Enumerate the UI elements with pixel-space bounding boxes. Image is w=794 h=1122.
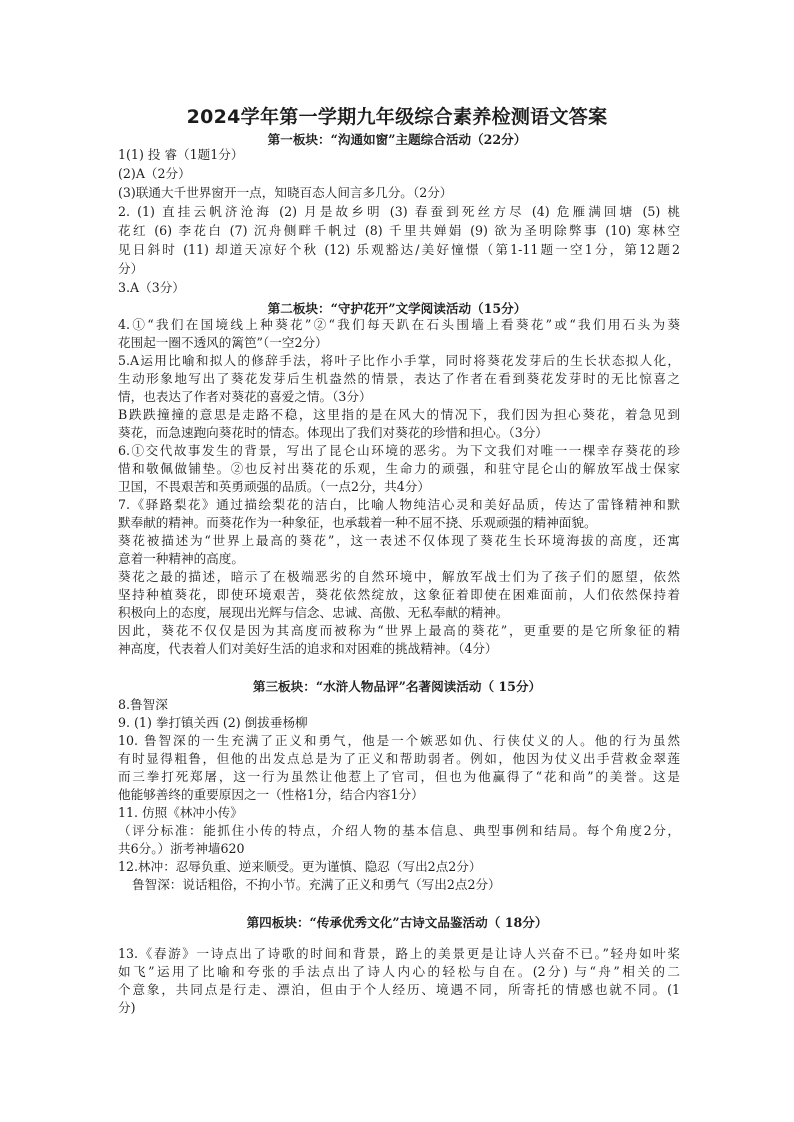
answer-line: 10. 鲁智深的一生充满了正义和勇气，他是一个嫉恶如仇、行侠仗义的人。他的行为虽然 — [118, 733, 680, 748]
answer-line: 9. (1) 拳打镇关西 (2) 倒拔垂杨柳 — [118, 715, 308, 730]
answer-line: 3.A（3分） — [118, 280, 185, 295]
answer-line: 积极向上的态度，展现出光辉与信念、忠诚、高傲、无私奉献的精神。 — [118, 605, 509, 620]
answer-line: 而三拳打死郑屠，这一行为虽然让他惹上了官司，但也为他赢得了“花和尚”的美誉。这是 — [118, 769, 680, 784]
answer-line: 分) — [118, 1000, 136, 1015]
answer-line: 因此，葵花不仅仅是因为其高度而被称为“世界上最高的葵花”，更重要的是它所象征的精 — [118, 623, 680, 638]
answer-line: 生动形象地写出了葵花发芽后生机盎然的情景，表达了作者在看到葵花发芽时的无比惊喜之 — [118, 371, 680, 386]
answer-line: 共6分。）浙考神墙620 — [118, 841, 245, 856]
answer-line: 个意象，共同点是行走、漂泊，但由于个人经历、境遇不同，所寄托的情感也就不同。(1 — [118, 982, 680, 997]
answer-line: 8.鲁智深 — [118, 697, 168, 712]
answer-line: 1(1) 投 睿（1题1分） — [118, 147, 244, 162]
answer-line: 5.A运用比喻和拟人的修辞手法，将叶子比作小手掌，同时将葵花发芽后的生长状态拟人化， — [118, 353, 680, 368]
answer-line: （评分标准：能抓住小传的特点，介绍人物的基本信息、典型事例和结局。每个角度2分， — [118, 823, 680, 838]
answer-line: 卫国，不畏艰苦和英勇顽强的品质。（一点2分，共4分） — [118, 479, 430, 494]
answer-line: 见日斜时 (11) 却道天凉好个秋 (12) 乐观豁达/美好憧憬（第1-11题一空1分，第12题2 — [118, 242, 680, 257]
answer-line: B跌跌撞撞的意思是走路不稳，这里指的是在风大的情况下，我们因为担心葵花，着急见到 — [118, 407, 680, 422]
answer-line: 葵花之最的描述，暗示了在极端恶劣的自然环境中，解放军战士们为了孩子们的愿望，依然 — [118, 569, 680, 584]
answer-line: 13.《春游》一诗点出了诗歌的时间和背景，路上的美景更是让诗人兴奋不已。”轻舟如叶桨 — [118, 946, 680, 961]
answer-line: 6.①交代故事发生的背景，写出了昆仑山环境的恶劣。为下文我们对唯一一棵幸存葵花的珍 — [118, 443, 680, 458]
answer-line: 如飞”运用了比喻和夸张的手法点出了诗人内心的轻松与自在。(2分) 与“舟”相关的二 — [118, 964, 680, 979]
answer-line: 花围起一圈不透风的篱笆”（一空2分） — [118, 335, 328, 350]
answer-line: 11. 仿照《林冲小传》 — [118, 805, 243, 820]
answer-line: 葵花，而急速跑向葵花时的情态。体现出了我们对葵花的珍惜和担心。（3分） — [118, 425, 548, 440]
answer-line: 有时显得粗鲁，但他的出发点总是为了正义和帮助弱者。例如，他因为仗义出手营救金翠莲 — [118, 751, 680, 766]
section-heading-2: 第二板块：“守护花开”文学阅读活动（15分） — [267, 301, 527, 316]
answer-line: (2)A（2分） — [118, 166, 191, 181]
section-heading-3: 第三板块：“水浒人物品评”名著阅读活动（ 15分） — [252, 679, 542, 694]
answer-line: (3)联通大千世界窗开一点，知晓百态人间言多几分。（2分） — [118, 185, 453, 200]
answer-line: 神高度，代表着人们对美好生活的追求和对困难的挑战精神。（4分） — [118, 641, 498, 656]
answer-line: 他能够善终的重要原因之一（性格1分，结合内容1分） — [118, 787, 424, 802]
answer-line: 2. (1) 直挂云帆济沧海 (2) 月是故乡明 (3) 春蚕到死丝方尽 (4) 危雁满回塘 (5) 桃 — [118, 204, 680, 219]
answer-line: 情，也表达了作者对葵花的喜爱之情。（3分） — [118, 389, 372, 404]
answer-line: 7.《驿路梨花》通过描绘梨花的洁白，比喻人物纯洁心灵和美好品质，传达了雷锋精神和默 — [118, 497, 680, 512]
section-heading-4: 第四板块：“传承优秀文化”古诗文品鉴活动（ 18分） — [246, 915, 548, 930]
answer-line: 4.①“我们在国境线上种葵花”②“我们每天趴在石头围墙上看葵花”或“我们用石头为葵 — [118, 317, 680, 332]
answer-line: 坚持种植葵花，即使环境艰苦，葵花依然绽放，这象征着即使在困难面前，人们依然保持着 — [118, 587, 680, 602]
answer-line: 花红 (6) 李花白 (7) 沉舟侧畔千帆过 (8) 千里共婵娟 (9) 欲为圣明除弊事 (10) 寒林空 — [118, 223, 680, 238]
answer-line: 惜和敬佩做铺垫。②也反衬出葵花的乐观，生命力的顽强，和驻守昆仑山的解放军战士保家 — [118, 461, 680, 476]
section-heading-1: 第一板块：“沟通如窗”主题综合活动（22分） — [267, 132, 527, 147]
page-title: 2024学年第一学期九年级综合素养检测语文答案 — [186, 106, 608, 128]
answer-line: 意着一种精神的高度。 — [118, 551, 244, 566]
answer-line: 分） — [118, 261, 144, 276]
answer-line: 默奉献的精神。而葵花作为一种象征，也承载着一种不屈不挠、乐观顽强的精神面貌。 — [118, 515, 597, 530]
answer-line: 12.林冲：忍辱负重、逆来顺受。更为谨慎、隐忍（写出2点2分） — [118, 859, 482, 874]
answer-line: 鲁智深：说话粗俗，不拘小节。充满了正义和勇气（写出2点2分） — [132, 877, 501, 892]
answer-line: 葵花被描述为“世界上最高的葵花”，这一表述不仅体现了葵花生长环境海拔的高度，还寓 — [118, 533, 680, 548]
